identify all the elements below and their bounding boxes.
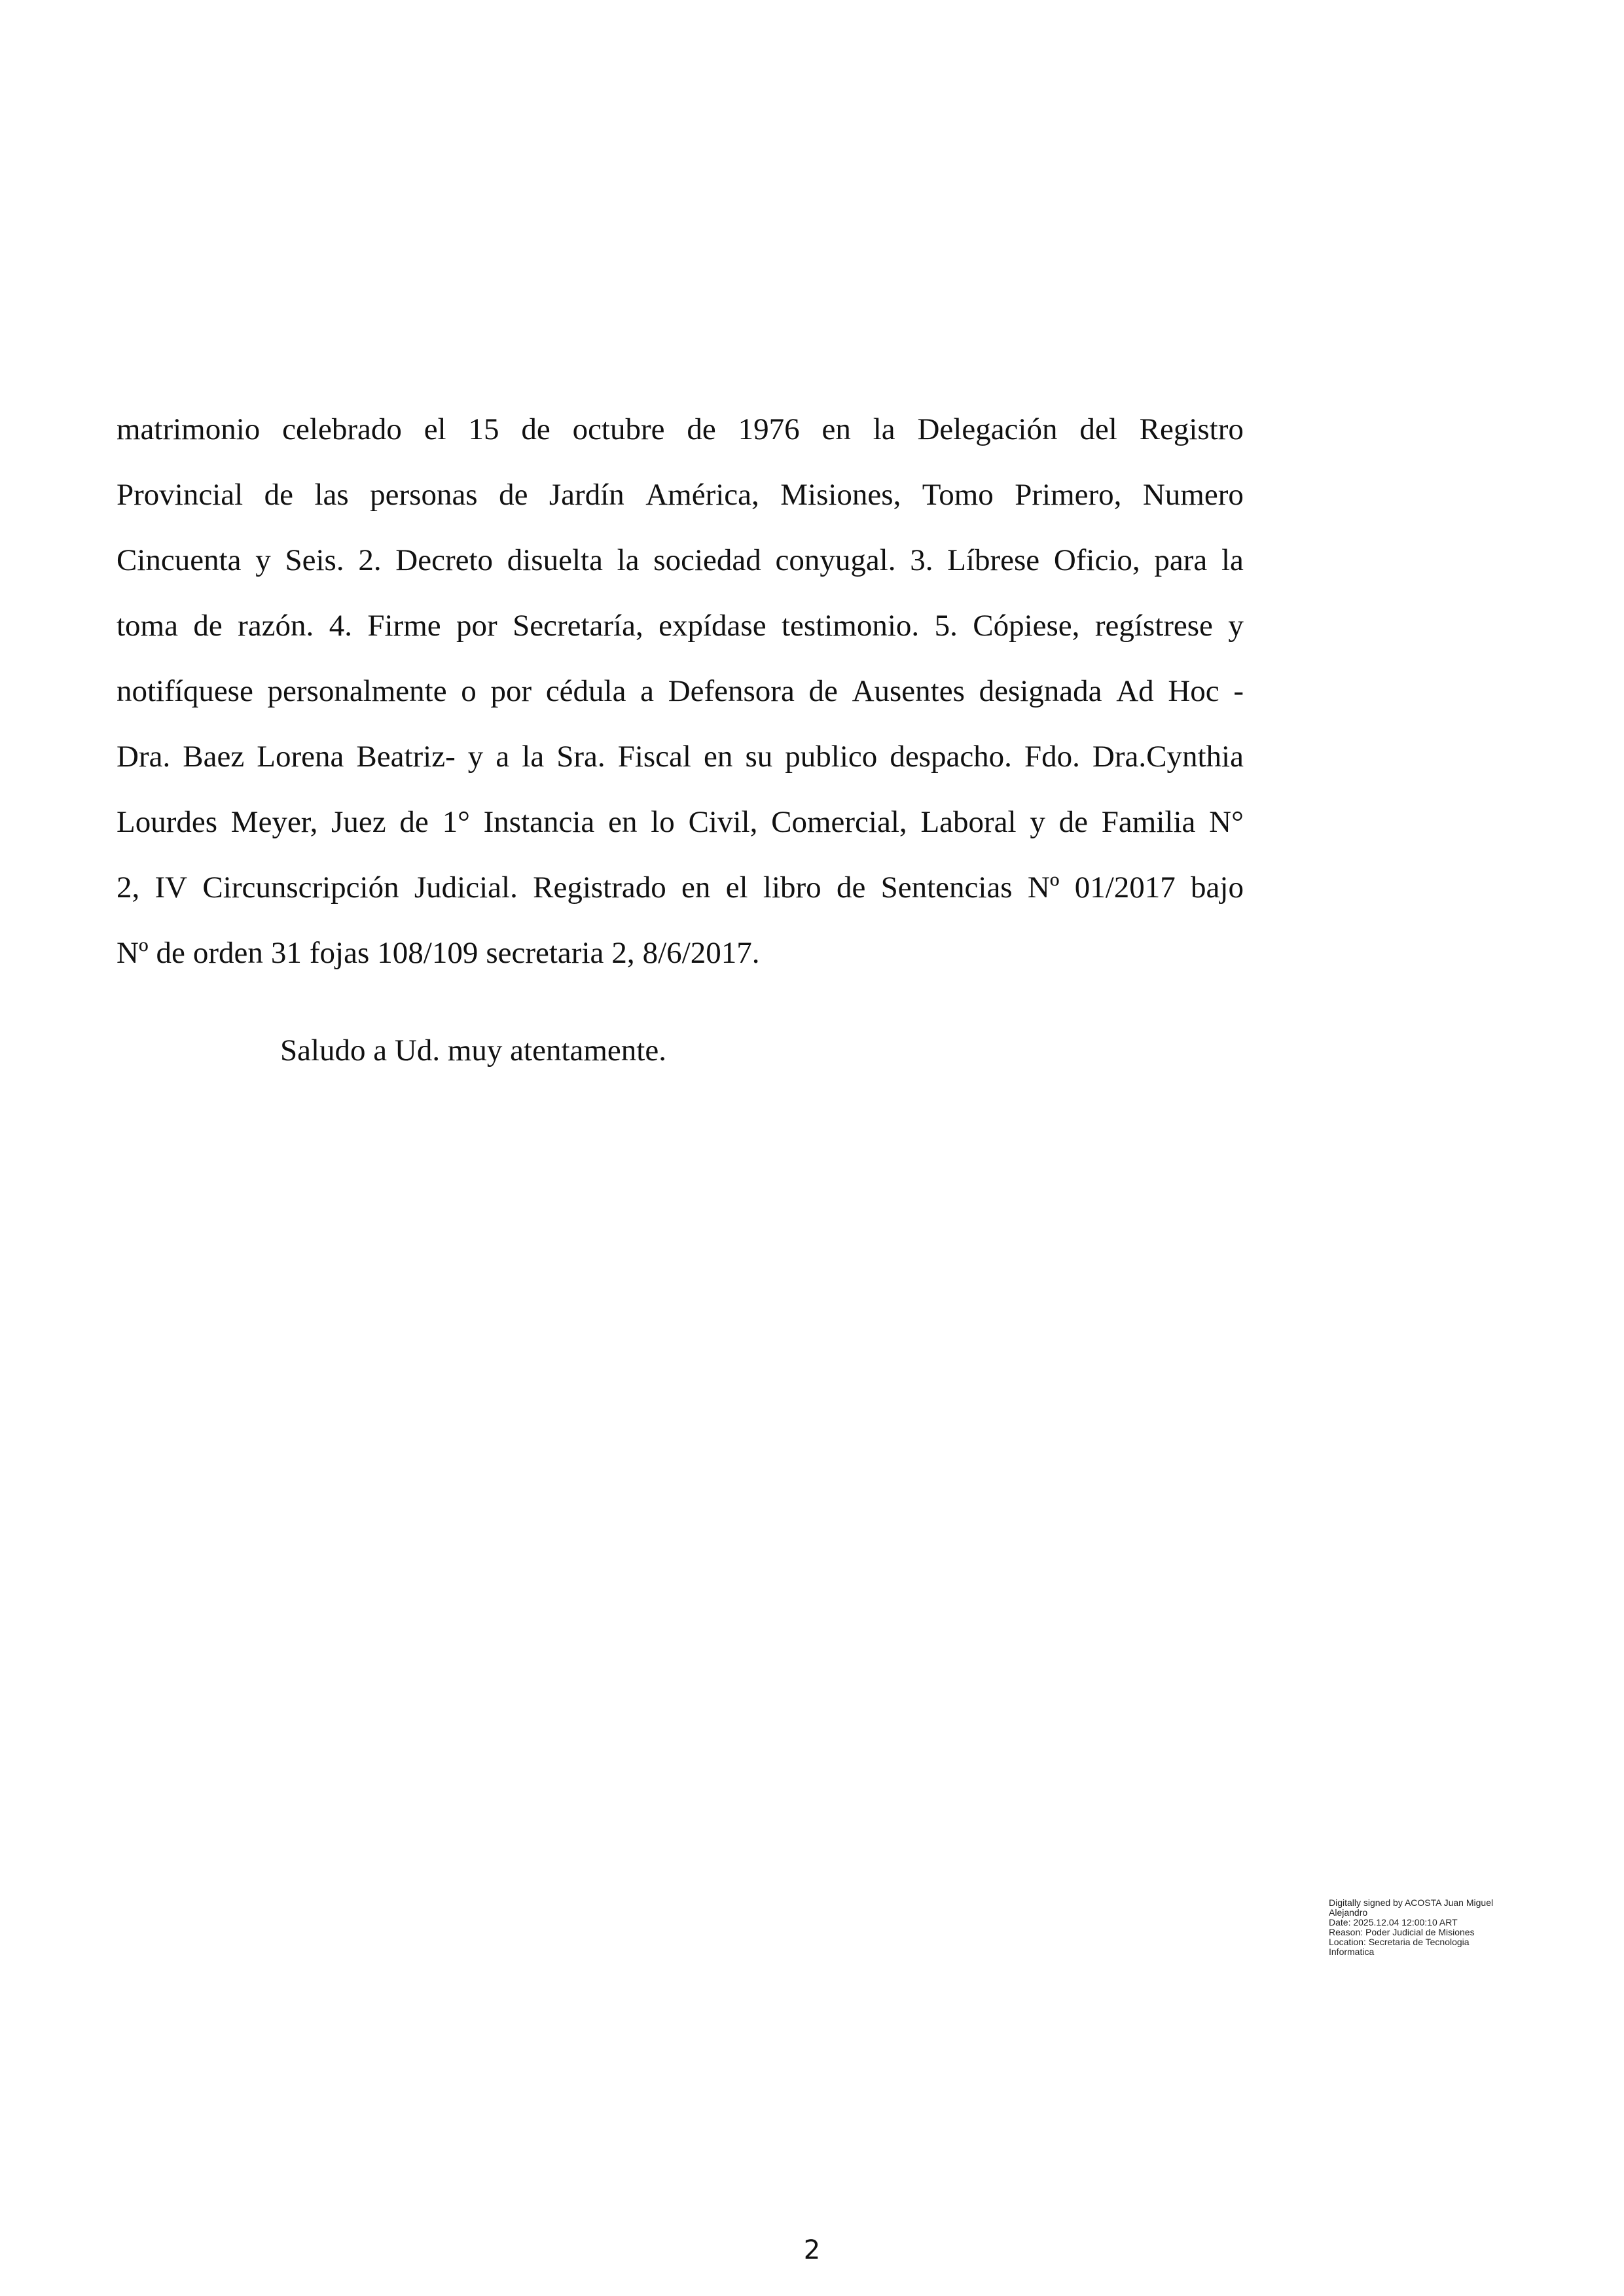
body-word: por: [490, 674, 532, 708]
body-word: de: [399, 805, 429, 839]
body-word: a: [640, 674, 655, 708]
body-word: Delegación: [917, 412, 1058, 446]
body-word: por: [456, 609, 497, 643]
body-line: [117, 462, 1244, 528]
body-word: Fiscal: [617, 740, 691, 774]
body-word: 2,: [117, 870, 140, 905]
body-word: Dra.: [117, 740, 171, 774]
signature-location-continued: Informatica: [1329, 1946, 1375, 1957]
body-word: personas: [370, 478, 478, 512]
body-word: 2.: [358, 543, 382, 577]
body-word: IV: [154, 870, 188, 905]
body-word: 5.: [934, 609, 958, 643]
body-word: las: [314, 478, 349, 512]
body-line: [117, 789, 1244, 855]
body-word: fojas: [309, 936, 370, 970]
body-word: Sra.: [556, 740, 605, 774]
body-word: Líbrese: [947, 543, 1040, 577]
body-word: cédula: [545, 674, 626, 708]
body-word: N°: [1209, 805, 1244, 839]
body-word: Lorena: [257, 740, 344, 774]
body-word: la: [522, 740, 545, 774]
body-word: -: [1233, 674, 1244, 708]
body-word: Hoc: [1168, 674, 1219, 708]
body-word: la: [873, 412, 895, 446]
body-word: de: [264, 478, 294, 512]
body-word: y: [255, 543, 271, 577]
body-word: América,: [645, 478, 759, 512]
body-word: y: [467, 740, 484, 774]
body-word: designada: [979, 674, 1102, 708]
digital-signature-block: [1329, 1898, 1545, 1957]
body-word: de: [836, 870, 866, 905]
body-word: lo: [651, 805, 675, 839]
body-word: de: [499, 478, 528, 512]
signature-location: Location: Secretaria de Tecnologia: [1329, 1937, 1470, 1947]
body-word: 01/2017: [1074, 870, 1176, 905]
body-word: el: [424, 412, 446, 446]
body-word: Defensora: [668, 674, 795, 708]
body-word: Registro: [1139, 412, 1244, 446]
body-word: en: [821, 412, 851, 446]
body-word: Meyer,: [230, 805, 318, 839]
body-word: publico: [785, 740, 878, 774]
body-word: notifíquese: [117, 674, 253, 708]
body-word: despacho.: [890, 740, 1012, 774]
body-word: de: [1058, 805, 1089, 839]
body-word: Numero: [1142, 478, 1244, 512]
body-word: Circunscripción: [202, 870, 399, 905]
body-line: [117, 397, 1244, 462]
body-word: 1976: [738, 412, 800, 446]
page-number: 2: [803, 2235, 821, 2265]
body-word: orden: [192, 936, 263, 970]
body-word: Ausentes: [852, 674, 965, 708]
body-word: celebrado: [282, 412, 402, 446]
body-word: Firme: [367, 609, 441, 643]
body-word: regístrese: [1094, 609, 1213, 643]
body-word: Jardín: [549, 478, 624, 512]
body-word: matrimonio: [117, 412, 261, 446]
body-word: 3.: [910, 543, 933, 577]
body-word: o: [461, 674, 477, 708]
body-word: Primero,: [1015, 478, 1122, 512]
body-word: Secretaría,: [513, 609, 643, 643]
body-word: Nº: [117, 936, 149, 970]
body-word: Fdo.: [1024, 740, 1080, 774]
body-word: 4.: [329, 609, 352, 643]
body-word: Lourdes: [117, 805, 218, 839]
body-word: la: [617, 543, 640, 577]
body-word: disuelta: [507, 543, 603, 577]
body-word: Dra.Cynthia: [1092, 740, 1244, 774]
body-word: 15: [468, 412, 499, 446]
body-word: Ad: [1116, 674, 1154, 708]
body-word: de: [808, 674, 838, 708]
body-word: octubre: [572, 412, 665, 446]
body-word: bajo: [1191, 870, 1244, 905]
body-word: conyugal.: [775, 543, 896, 577]
body-word: Cópiese,: [973, 609, 1080, 643]
body-word: Seis.: [285, 543, 344, 577]
body-paragraph: [117, 397, 1244, 986]
body-word: Registrado: [533, 870, 666, 905]
body-word: en: [608, 805, 638, 839]
body-word: 108/109: [377, 936, 478, 970]
body-word: y: [1228, 609, 1244, 643]
body-word: en: [704, 740, 733, 774]
body-word: Sentencias: [880, 870, 1013, 905]
signature-signer-line: Digitally signed by ACOSTA Juan Miguel: [1329, 1897, 1494, 1908]
body-word: el: [725, 870, 748, 905]
body-word: razón.: [238, 609, 314, 643]
closing-salutation: Saludo a Ud. muy atentamente.: [280, 1033, 666, 1067]
body-word: expídase: [659, 609, 767, 643]
body-word: secretaria: [486, 936, 604, 970]
body-word: su: [745, 740, 773, 774]
body-word: 31: [270, 936, 302, 970]
body-word: Cincuenta: [117, 543, 242, 577]
body-word: sociedad: [653, 543, 761, 577]
body-word: Beatriz-: [356, 740, 456, 774]
body-word: Baez: [183, 740, 245, 774]
body-word: toma: [117, 609, 178, 643]
body-word: 8/6/2017.: [642, 936, 760, 970]
body-word: Comercial,: [771, 805, 907, 839]
body-word: de: [193, 609, 223, 643]
body-line: [117, 724, 1244, 789]
body-line: [117, 593, 1244, 658]
body-word: para: [1154, 543, 1208, 577]
body-line: [117, 658, 1244, 724]
body-word: Laboral: [920, 805, 1017, 839]
body-word: Instancia: [483, 805, 595, 839]
signature-reason: Reason: Poder Judicial de Misiones: [1329, 1927, 1475, 1937]
body-word: Judicial.: [414, 870, 518, 905]
body-word: 2,: [611, 936, 635, 970]
body-word: Civil,: [688, 805, 758, 839]
body-line: [117, 920, 1244, 986]
body-word: de: [687, 412, 716, 446]
body-word: de: [156, 936, 185, 970]
body-word: personalmente: [267, 674, 447, 708]
body-word: Provincial: [117, 478, 244, 512]
body-word: de: [521, 412, 550, 446]
body-word: la: [1221, 543, 1244, 577]
body-word: Familia: [1101, 805, 1196, 839]
body-word: Tomo: [922, 478, 994, 512]
signature-signer-name-continued: Alejandro: [1329, 1907, 1368, 1918]
body-word: Misiones,: [780, 478, 901, 512]
body-word: Decreto: [395, 543, 494, 577]
body-word: Juez: [331, 805, 386, 839]
body-word: Oficio,: [1053, 543, 1140, 577]
body-word: testimonio.: [781, 609, 920, 643]
body-line: [117, 855, 1244, 920]
body-word: a: [496, 740, 510, 774]
body-word: Nº: [1027, 870, 1060, 905]
body-word: libro: [763, 870, 821, 905]
body-word: del: [1079, 412, 1117, 446]
body-word: 1°: [442, 805, 470, 839]
body-word: en: [681, 870, 711, 905]
body-line: [117, 528, 1244, 593]
signature-date: Date: 2025.12.04 12:00:10 ART: [1329, 1917, 1458, 1928]
body-word: y: [1030, 805, 1045, 839]
